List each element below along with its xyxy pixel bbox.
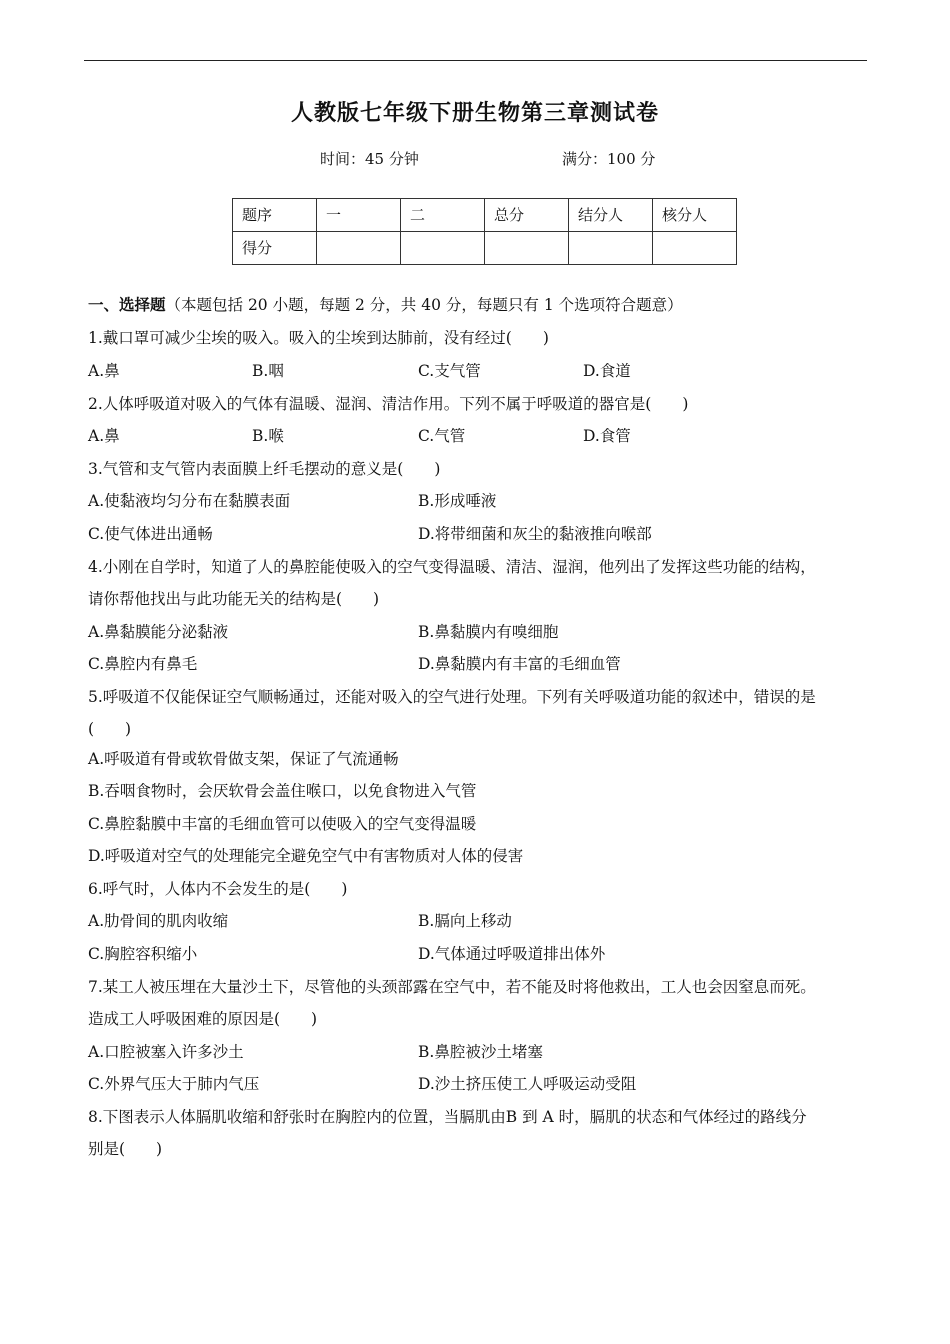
question-option: B.鼻黏膜内有嗅细胞 [418, 623, 559, 641]
section-label: 一、选择题 [88, 296, 166, 314]
score-cell [653, 232, 737, 265]
question-option: D.沙土挤压使工人呼吸运动受阻 [418, 1075, 637, 1093]
question-stem: 1.戴口罩可减少尘埃的吸入。吸入的尘埃到达肺前，没有经过( ) [88, 329, 549, 347]
question-stem: 造成工人呼吸困难的原因是( ) [88, 1010, 318, 1028]
page-title: 人教版七年级下册生物第三章测试卷 [290, 101, 659, 126]
question-option: C.使气体进出通畅 [88, 525, 213, 543]
question-option: A.口腔被塞入许多沙土 [88, 1043, 244, 1061]
score-cell [317, 232, 401, 265]
question-option: C.支气管 [418, 362, 481, 380]
score-cell: 题序 [233, 199, 317, 232]
question-stem: 3.气管和支气管内表面膜上纤毛摆动的意义是( ) [88, 460, 441, 478]
exam-time: 时间：45 分钟 [320, 150, 419, 168]
question-option: D.呼吸道对空气的处理能完全避免空气中有害物质对人体的侵害 [88, 847, 524, 865]
question-stem: ( ) [88, 720, 132, 738]
header-rule [84, 60, 867, 61]
question-option: D.将带细菌和灰尘的黏液推向喉部 [418, 525, 652, 543]
question-stem: 5.呼吸道不仅能保证空气顺畅通过，还能对吸入的空气进行处理。下列有关呼吸道功能的叙述中，错误的是 [88, 688, 816, 706]
question-option: B.形成唾液 [418, 492, 497, 510]
score-table [232, 198, 737, 265]
score-cell [401, 232, 485, 265]
question-stem: 别是( ) [88, 1140, 163, 1158]
question-stem: 7.某工人被压埋在大量沙土下，尽管他的头颈部露在空气中，若不能及时将他救出，工人也会因窒息而死。 [88, 978, 816, 996]
question-option: D.食管 [583, 427, 631, 445]
question-option: C.鼻腔内有鼻毛 [88, 655, 198, 673]
question-stem: 4.小刚在自学时，知道了人的鼻腔能使吸入的空气变得温暖、清洁、湿润，他列出了发挥这些功能的结构， [88, 558, 816, 576]
question-option: A.使黏液均匀分布在黏膜表面 [88, 492, 291, 510]
score-cell: 二 [401, 199, 485, 232]
question-option: A.鼻 [88, 427, 120, 445]
question-option: D.鼻黏膜内有丰富的毛细血管 [418, 655, 621, 673]
question-option: C.胸腔容积缩小 [88, 945, 198, 963]
score-cell: 总分 [485, 199, 569, 232]
question-option: C.鼻腔黏膜中丰富的毛细血管可以使吸入的空气变得温暖 [88, 815, 477, 833]
question-option: B.膈向上移动 [418, 912, 512, 930]
question-option: B.吞咽食物时，会厌软骨会盖住喉口，以免食物进入气管 [88, 782, 477, 800]
question-stem: 请你帮他找出与此功能无关的结构是( ) [88, 590, 380, 608]
score-cell [485, 232, 569, 265]
score-table-header-row [233, 199, 737, 232]
score-cell: 结分人 [569, 199, 653, 232]
section-heading [88, 295, 683, 315]
question-stem: 2.人体呼吸道对吸入的气体有温暖、湿润、清洁作用。下列不属于呼吸道的器官是( ) [88, 395, 689, 413]
section-note: （本题包括 20 小题，每题 2 分，共 40 分，每题只有 1 个选项符合题意） [165, 296, 683, 314]
question-stem: 8.下图表示人体膈肌收缩和舒张时在胸腔内的位置，当膈肌由B 到 A 时，膈肌的状态和气体经过的路线分 [88, 1108, 807, 1126]
question-option: D.气体通过呼吸道排出体外 [418, 945, 606, 963]
question-option: A.鼻 [88, 362, 120, 380]
score-cell: 一 [317, 199, 401, 232]
question-option: D.食道 [583, 362, 631, 380]
score-cell [569, 232, 653, 265]
question-option: A.呼吸道有骨或软骨做支架，保证了气流通畅 [88, 750, 399, 768]
score-cell: 核分人 [653, 199, 737, 232]
question-option: C.外界气压大于肺内气压 [88, 1075, 260, 1093]
question-option: B.喉 [252, 427, 284, 445]
question-option: A.肋骨间的肌肉收缩 [88, 912, 229, 930]
question-option: B.咽 [252, 362, 284, 380]
question-stem: 6.呼气时，人体内不会发生的是( ) [88, 880, 348, 898]
score-cell: 得分 [233, 232, 317, 265]
question-option: C.气管 [418, 427, 466, 445]
question-option: B.鼻腔被沙土堵塞 [418, 1043, 543, 1061]
question-option: A.鼻黏膜能分泌黏液 [88, 623, 229, 641]
exam-full-score: 满分：100 分 [562, 150, 656, 168]
score-table-score-row [233, 232, 737, 265]
